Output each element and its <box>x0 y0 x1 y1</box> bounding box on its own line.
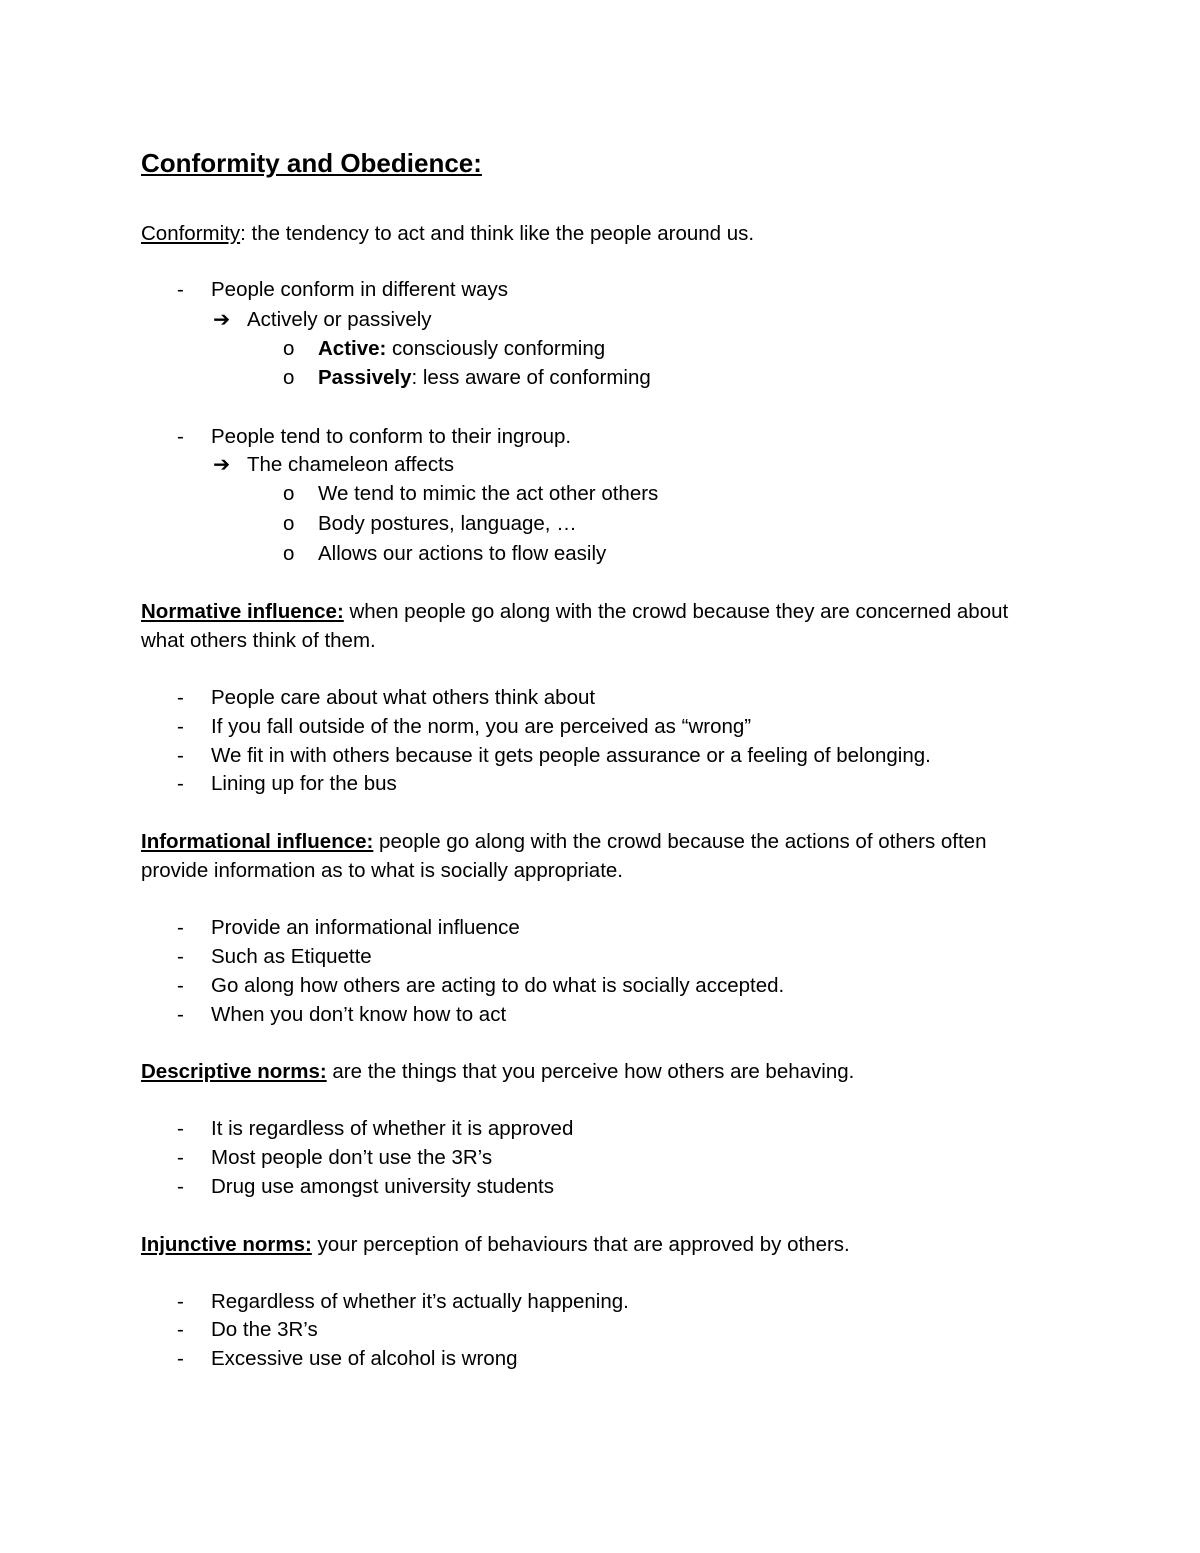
term-descriptive-norms: Descriptive norms: <box>141 1060 327 1083</box>
dash-bullet-icon: - <box>177 772 184 795</box>
definition-text: what others think of them. <box>141 629 376 652</box>
page-title: Conformity and Obedience: <box>141 148 482 178</box>
dash-bullet-icon: - <box>177 1175 184 1198</box>
sub-text: consciously conforming <box>386 337 606 360</box>
definition-text: your perception of behaviours that are approved by others. <box>311 1233 850 1256</box>
bullet-text: Most people don’t use the 3R’s <box>211 1146 493 1169</box>
circle-bullet-icon: o <box>283 366 295 389</box>
dash-bullet-icon: - <box>177 916 184 939</box>
bullet-text <box>318 336 605 362</box>
circle-bullet-icon: o <box>283 337 295 360</box>
bullet-text: When you don’t know how to act <box>211 1003 507 1026</box>
bullet-text: Drug use amongst university students <box>211 1175 554 1198</box>
bullet-text: If you fall outside of the norm, you are perceived as “wrong” <box>211 715 752 738</box>
arrow-bullet-icon: ➔ <box>213 453 231 476</box>
term-normative-influence: Normative influence: <box>141 600 344 623</box>
injunctive-definition <box>141 1232 850 1258</box>
circle-bullet-icon: o <box>283 542 295 565</box>
dash-bullet-icon: - <box>177 1290 184 1313</box>
dash-bullet-icon: - <box>177 1003 184 1026</box>
bullet-text: It is regardless of whether it is approved <box>211 1117 574 1140</box>
arrow-bullet-icon: ➔ <box>213 308 231 331</box>
dash-bullet-icon: - <box>177 945 184 968</box>
dash-bullet-icon: - <box>177 1347 184 1370</box>
bullet-text: The chameleon affects <box>247 453 455 476</box>
conformity-definition <box>141 221 754 247</box>
dash-bullet-icon: - <box>177 686 184 709</box>
term-conformity: Conformity <box>141 222 241 245</box>
bullet-text: Go along how others are acting to do what is socially accepted. <box>211 974 785 997</box>
bullet-text: Excessive use of alcohol is wrong <box>211 1347 518 1370</box>
bullet-text: Allows our actions to flow easily <box>318 542 607 565</box>
dash-bullet-icon: - <box>177 278 184 301</box>
bullet-text: Lining up for the bus <box>211 772 397 795</box>
bullet-text <box>318 365 651 391</box>
bullet-text: Provide an informational influence <box>211 916 520 939</box>
normative-definition <box>141 599 1008 625</box>
bullet-text: Actively or passively <box>247 308 432 331</box>
bullet-text: We tend to mimic the act other others <box>318 482 659 505</box>
dash-bullet-icon: - <box>177 425 184 448</box>
dash-bullet-icon: - <box>177 1117 184 1140</box>
bold-label: Active: <box>318 337 387 360</box>
definition-text: : the tendency to act and think like the people around us. <box>240 222 755 245</box>
definition-text: are the things that you perceive how others are behaving. <box>326 1060 855 1083</box>
bullet-text: Body postures, language, … <box>318 512 577 535</box>
bullet-text: Do the 3R’s <box>211 1318 318 1341</box>
dash-bullet-icon: - <box>177 715 184 738</box>
dash-bullet-icon: - <box>177 1146 184 1169</box>
definition-text: when people go along with the crowd because they are concerned about <box>343 600 1009 623</box>
dash-bullet-icon: - <box>177 974 184 997</box>
bullet-text: Such as Etiquette <box>211 945 372 968</box>
definition-text: provide information as to what is socially appropriate. <box>141 859 623 882</box>
descriptive-definition <box>141 1059 854 1085</box>
bullet-text: We fit in with others because it gets people assurance or a feeling of belonging. <box>211 744 931 767</box>
bold-label: Passively <box>318 366 412 389</box>
bullet-text: People care about what others think about <box>211 686 596 709</box>
dash-bullet-icon: - <box>177 1318 184 1341</box>
term-injunctive-norms: Injunctive norms: <box>141 1233 312 1256</box>
sub-text: : less aware of conforming <box>411 366 651 389</box>
bullet-text: Regardless of whether it’s actually happening. <box>211 1290 629 1313</box>
bullet-text: People tend to conform to their ingroup. <box>211 425 572 448</box>
bullet-text: People conform in different ways <box>211 278 509 301</box>
definition-text: people go along with the crowd because the actions of others often <box>373 830 987 853</box>
term-informational-influence: Informational influence: <box>141 830 374 853</box>
dash-bullet-icon: - <box>177 744 184 767</box>
informational-definition <box>141 829 987 855</box>
circle-bullet-icon: o <box>283 512 295 535</box>
circle-bullet-icon: o <box>283 482 295 505</box>
